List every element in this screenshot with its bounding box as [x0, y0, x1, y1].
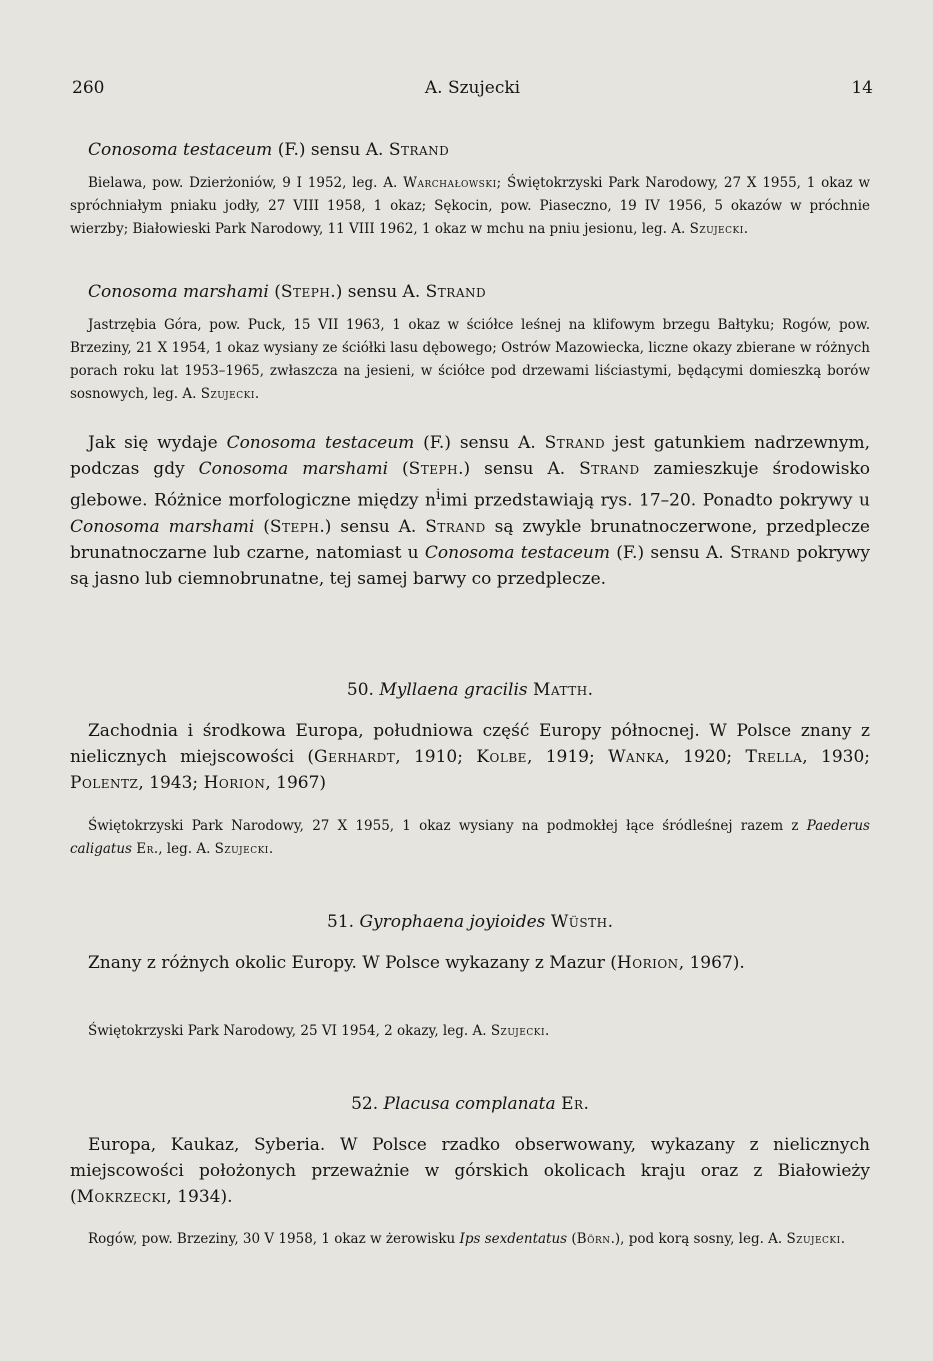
sensu: sensu A. [310, 140, 384, 160]
record-text: Świętokrzyski Park Narodowy, 27 X 1955, 1 okaz wysiany na podmokłej łące śródleśnej razem z [88, 818, 807, 834]
section-number: 14 [851, 78, 873, 98]
record-text: . [268, 841, 274, 857]
distribution-text [70, 950, 870, 976]
author-name: Mokrzecki [76, 1187, 167, 1207]
record-paragraph [70, 172, 870, 241]
text: Zachodnia i środkowa Europa, południowa część Europy północnej. W Polsce znany z nielicznych miejscowości ( [70, 721, 870, 767]
text: Znany z różnych okolic Europy. W Polsce wykazany z Mazur ( [88, 953, 617, 973]
author-name: Steph [269, 516, 320, 537]
text: , 1943; [138, 773, 204, 793]
text: ( [388, 459, 409, 479]
author-bracket: ( [274, 282, 281, 302]
species-number: 51. [327, 912, 355, 932]
record-paragraph [70, 815, 870, 861]
author-name: Horion [203, 773, 266, 793]
record-text: ; Świętokrzyski Park Narodowy, 27 X 1955, 1 okaz w spróchniałym pniaku jodły, 27 VIII 1958, 1 okaz; Sękocin, pow. Piaseczno, 19 IV 1956, 5 okazów w próchnie wierzby; Białowieski Park Narodowy, 11 VIII 1962, 1 okaz w mchu na pniu jesionu, leg. A. [70, 175, 870, 237]
record-text: Bielawa, pow. Dzierżoniów, 9 I 1952, leg. A. [88, 175, 398, 191]
discussion-text [70, 430, 870, 592]
author-end: . [607, 912, 613, 932]
author: (F.) [277, 140, 306, 160]
record-myllaena-gracilis [70, 815, 870, 861]
record-text: ., leg. A. [153, 841, 215, 857]
distribution-myllaena-gracilis [70, 718, 870, 796]
record-text: . [743, 221, 749, 237]
author-name: Gerhardt [314, 747, 396, 767]
superscript: i [436, 487, 441, 503]
species-number: 52. [351, 1094, 379, 1114]
text: imi przedstawiają rys. 17–20. Ponadto pokrywy u [440, 490, 870, 511]
author: Wüsth [550, 912, 608, 932]
text: , 1920; [664, 747, 746, 767]
record-conosoma-testaceum [70, 172, 870, 241]
author-name: Steph [408, 459, 459, 479]
record-text: . [254, 386, 260, 402]
author-name: Strand [579, 459, 640, 479]
record-placusa-complanata [70, 1228, 870, 1251]
author-name: Trella [745, 747, 803, 767]
distribution-placusa-complanata [70, 1132, 870, 1210]
author-name: Strand [425, 516, 486, 537]
species-heading-gyrophaena-joyioides [70, 912, 870, 932]
text: Europa, Kaukaz, Syberia. W Polsce rzadko obserwowany, wykazany z nielicznych miejscowości położonych przeważnie w górskich okolicach kraju oraz z Białowieży ( [70, 1135, 870, 1207]
author: Er [561, 1094, 584, 1114]
collector-name: Szujecki [490, 1023, 546, 1039]
species-name: gracilis [463, 680, 528, 700]
author-name: Strand [729, 542, 791, 563]
collector-name: Szujecki [786, 1231, 841, 1247]
text: (F.) sensu A. [610, 542, 730, 563]
text: , 1919; [526, 747, 609, 767]
record-text: Jastrzębia Góra, pow. Puck, 15 VII 1963, 1 okaz w ściółce leśnej na klifowym brzegu Bałtyku; Rogów, pow. Brzeziny, 21 X 1954, 1 okaz wysiany ze ściółki lasu dębowego; Ostrów Mazowiecka, liczne okazy zbierane w różnych porach roku lat 1953–1965, zwłaszcza na jesieni, w ściółce pod drzewami liściastymi, będącymi domieszką borów sosnowych, leg. A. [70, 317, 870, 402]
record-text: ( [567, 1231, 577, 1247]
text: pokrywy są jasno lub ciemnobrunatne, tej samej barwy co przedplecze. [70, 542, 870, 589]
author-name: Horion [616, 953, 679, 973]
text: .) sensu A. [319, 516, 426, 537]
text: zamieszkuje środowisko glebowe. Różnice morfologiczne między n [70, 459, 870, 511]
author-name: Strand [544, 433, 606, 453]
genus-name: Conosoma [88, 140, 178, 160]
record-text: . [840, 1231, 846, 1247]
record-text: . [545, 1023, 550, 1039]
species-name: testaceum [183, 140, 273, 160]
text: są zwykle brunatnoczerwone, przedplecze brunatnoczarne lub czarne, natomiast u [70, 516, 870, 563]
taxon-name: Ips sexdentatus [459, 1231, 568, 1247]
collector-name: Szujecki [689, 221, 744, 237]
collector-name: Warchałowski [403, 175, 497, 191]
record-text: Świętokrzyski Park Narodowy, 25 VI 1954, 2 okazy, leg. A. [88, 1023, 491, 1039]
genus-name: Gyrophaena [359, 912, 465, 932]
text: ( [254, 516, 270, 537]
author-name: Wanka [608, 747, 665, 767]
distribution-text [70, 718, 870, 796]
distribution-text [70, 1132, 870, 1210]
text: , 1930; [802, 747, 871, 767]
record-paragraph [70, 314, 870, 406]
text: , 1934). [166, 1187, 233, 1207]
taxon-name: Conosoma testaceum [424, 542, 611, 563]
record-paragraph [70, 1020, 870, 1043]
author-name: Polentz [70, 773, 139, 793]
species-heading-placusa-complanata [70, 1094, 870, 1114]
species-heading-conosoma-testaceum [88, 140, 888, 160]
genus-name: Myllaena [379, 680, 459, 700]
sensu: sensu A. [347, 282, 421, 302]
text: , 1967). [678, 953, 745, 973]
author-name: Kolbe [476, 747, 527, 767]
genus-name: Placusa [383, 1094, 450, 1114]
distribution-gyrophaena-joyioides [70, 950, 870, 976]
author-end: . [583, 1094, 589, 1114]
species-name: complanata [455, 1094, 556, 1114]
text: , 1910; [395, 747, 477, 767]
running-title: A. Szujecki [424, 78, 521, 98]
author: Matth [533, 680, 588, 700]
text: jest gatunkiem nadrzewnym, podczas gdy [70, 433, 870, 479]
species-heading-conosoma-marshami [88, 282, 888, 302]
species-number: 50. [346, 680, 374, 700]
author-name: Börn [576, 1231, 611, 1247]
text: , 1967) [265, 773, 327, 793]
record-gyrophaena-joyioides [70, 1020, 870, 1043]
author-bracket: .) [330, 282, 343, 302]
record-text: .), pod korą sosny, leg. A. [610, 1231, 787, 1247]
text: Jak się wydaje [88, 433, 227, 453]
taxon-name: Conosoma marshami [70, 516, 255, 537]
taxon-name: Conosoma marshami [198, 459, 389, 479]
collector-name: Szujecki [200, 386, 255, 402]
record-conosoma-marshami [70, 314, 870, 406]
author-name: Er [136, 841, 154, 857]
sensu-author: Strand [388, 140, 450, 160]
species-name: marshami [183, 282, 269, 302]
species-heading-myllaena-gracilis [70, 680, 870, 700]
record-paragraph [70, 1228, 870, 1251]
taxon-name: Conosoma testaceum [226, 433, 415, 453]
collector-name: Szujecki [214, 841, 269, 857]
species-name: joyioides [469, 912, 546, 932]
taxon-name: Paederus caligatus [70, 818, 870, 857]
record-text: Rogów, pow. Brzeziny, 30 V 1958, 1 okaz w żerowisku [88, 1231, 460, 1247]
genus-name: Conosoma [88, 282, 178, 302]
page-number: 260 [72, 78, 105, 98]
running-header [72, 78, 873, 104]
author: Steph [280, 282, 331, 302]
sensu-author: Strand [425, 282, 487, 302]
text: .) sensu A. [458, 459, 580, 479]
discussion-paragraph [70, 430, 870, 592]
text: (F.) sensu A. [414, 433, 545, 453]
author-end: . [587, 680, 594, 700]
